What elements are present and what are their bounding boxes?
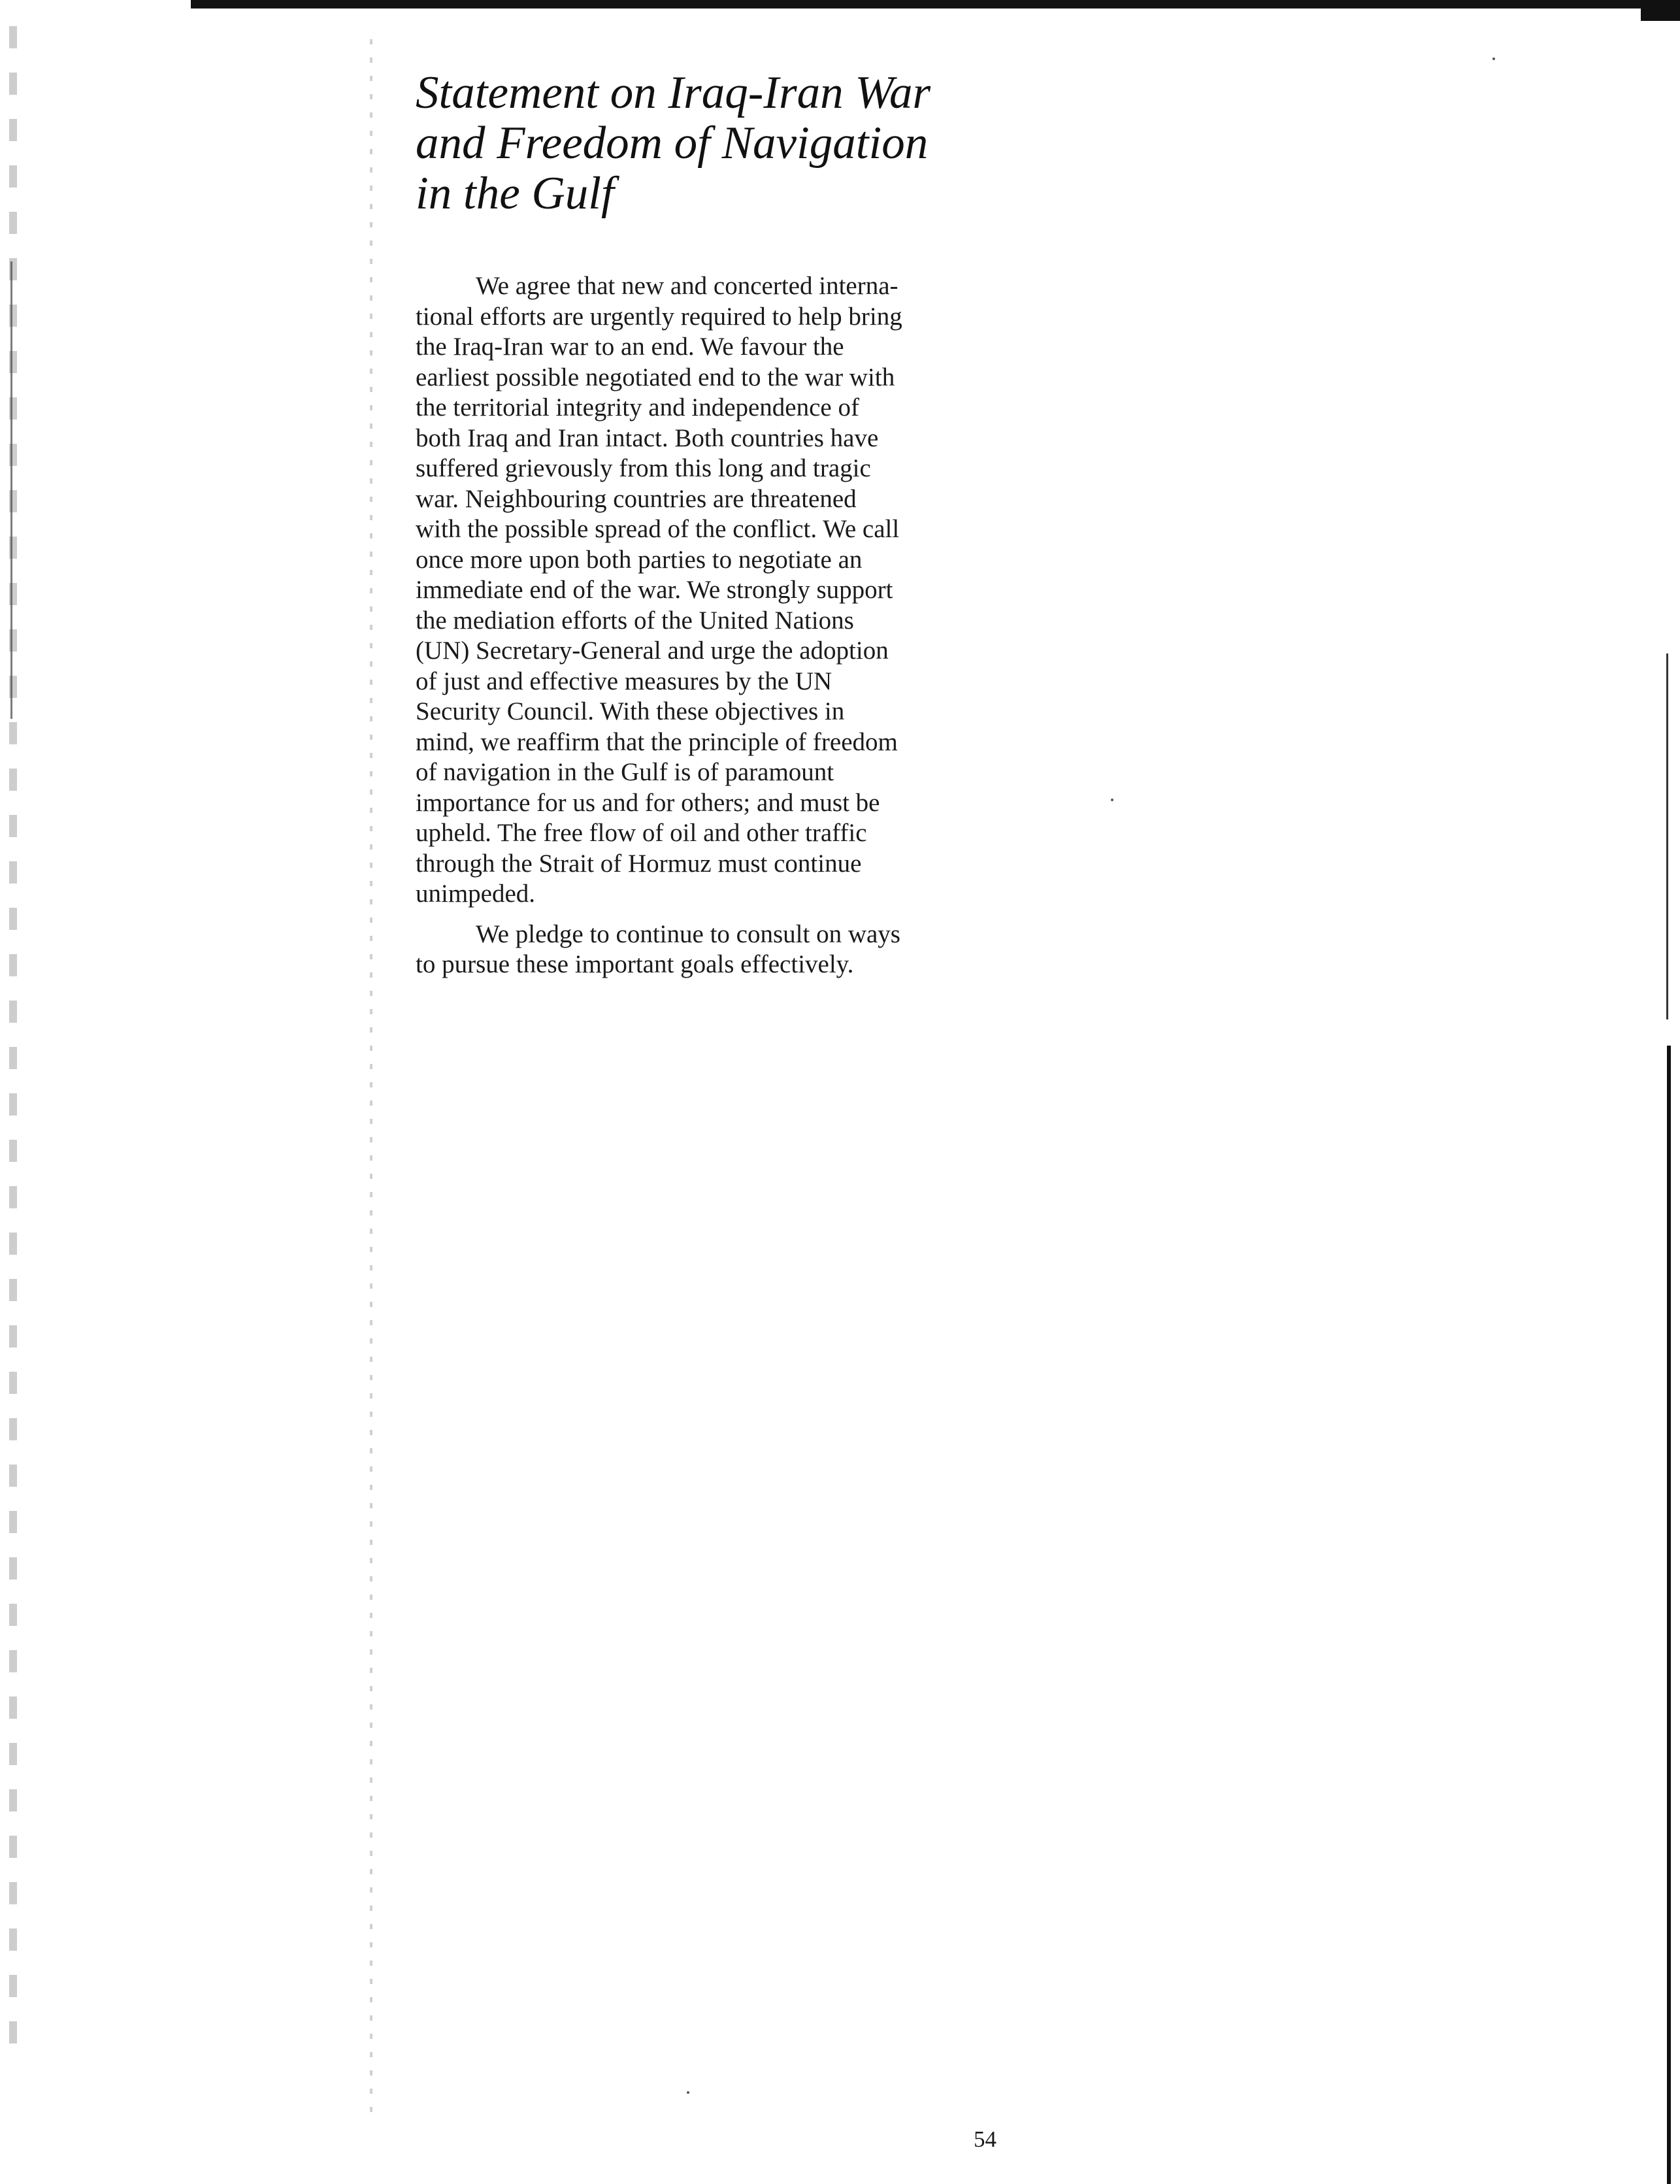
text-line: importance for us and for others; and must be [416,788,880,817]
scan-speck [687,2091,689,2094]
text-line: immediate end of the war. We strongly support [416,576,893,604]
gutter-scan-marks [370,39,372,2117]
document-content [416,68,991,980]
top-border-corner [1641,0,1680,21]
text-line: suffered grievously from this long and tragic [416,454,871,482]
right-scan-edge [1667,1046,1671,2184]
text-line: upheld. The free flow of oil and other traffic [416,819,867,847]
text-line: with the possible spread of the conflict. We call [416,515,900,543]
text-line: (UN) Secretary-General and urge the adoption [416,637,889,665]
text-line: of navigation in the Gulf is of paramount [416,758,834,786]
text-line: through the Strait of Hormuz must continue [416,849,862,878]
left-scan-edge-line [10,261,12,719]
text-line: unimpeded. [416,880,536,908]
text-line: the territorial integrity and independence of [416,393,859,422]
scan-speck [1492,58,1495,60]
document-body [416,271,991,980]
text-line: tional efforts are urgently required to help bring [416,302,902,331]
body-paragraph [416,271,991,910]
right-scan-edge-upper [1666,654,1668,1019]
text-line: once more upon both parties to negotiate an [416,545,863,574]
text-line: Security Council. With these objectives in [416,697,845,725]
title-line: in the Gulf [416,168,614,219]
top-border-rule [191,0,1680,8]
page-number: 54 [974,2126,996,2152]
text-line: We agree that new and concerted interna- [476,272,898,300]
text-line: the mediation efforts of the United Nations [416,606,854,635]
text-line: war. Neighbouring countries are threatened [416,484,857,513]
text-line: to pursue these important goals effectively. [416,950,854,978]
text-line: mind, we reaffirm that the principle of freedom [416,727,898,756]
text-line: of just and effective measures by the UN [416,667,832,695]
title-line: Statement on Iraq-Iran War [416,67,931,118]
title-line: and Freedom of Navigation [416,118,929,169]
document-title [416,68,991,219]
text-line: both Iraq and Iran intact. Both countries have [416,423,879,452]
text-line: We pledge to continue to consult on ways [476,919,900,948]
body-paragraph [416,919,991,980]
text-line: the Iraq-Iran war to an end. We favour the [416,333,844,361]
scan-speck [1111,799,1113,801]
text-line: earliest possible negotiated end to the war with [416,363,895,391]
